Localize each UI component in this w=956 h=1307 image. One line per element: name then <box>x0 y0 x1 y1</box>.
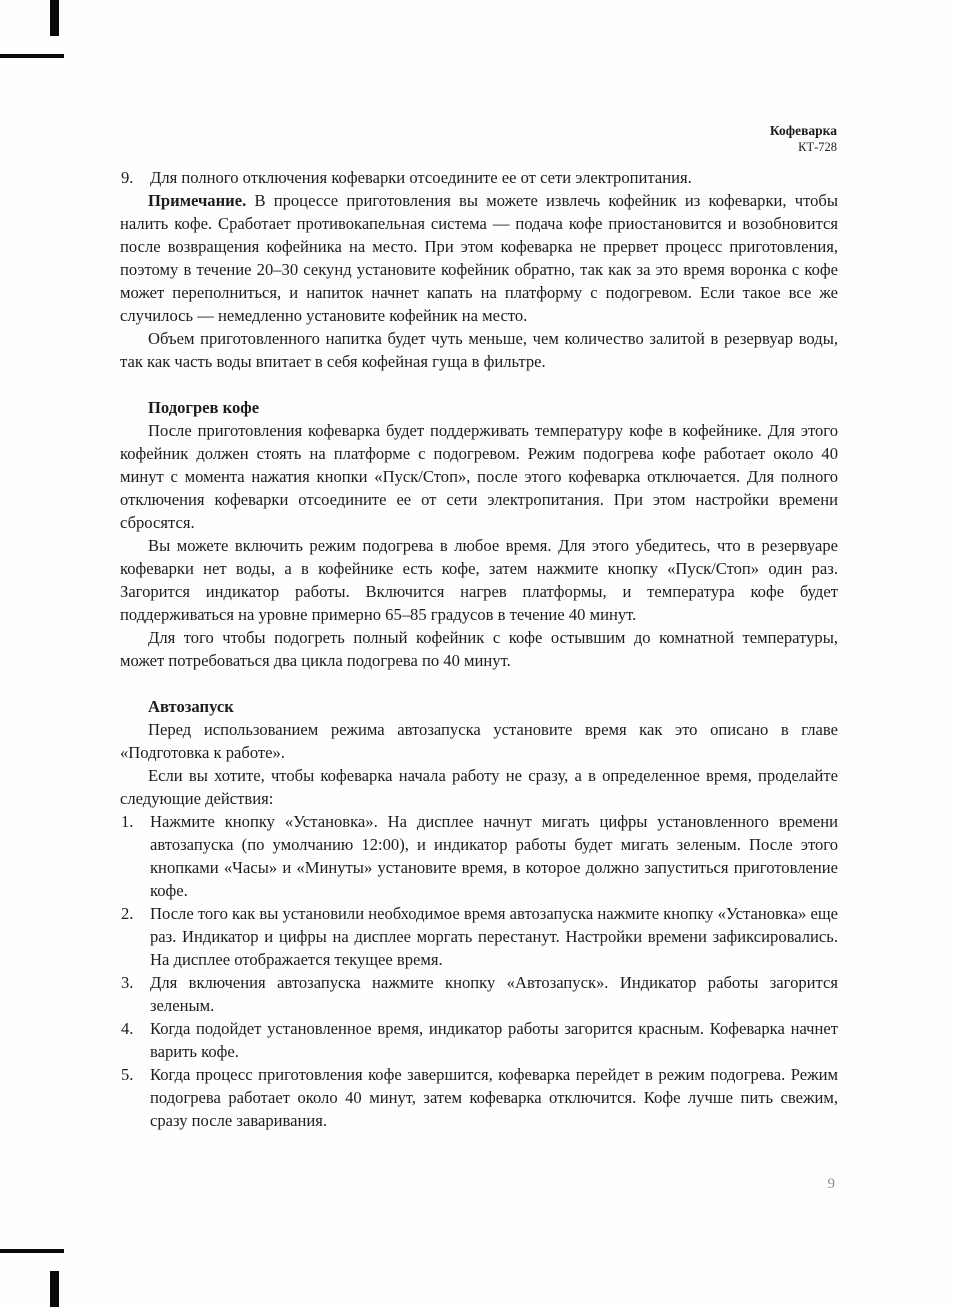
autostart-step-2 <box>120 902 838 971</box>
autostart-step-4 <box>120 1017 838 1063</box>
crop-mark-bottom-vertical <box>50 1271 59 1307</box>
autostart-paragraph-2: Если вы хотите, чтобы кофеварка начала работу не сразу, а в определенное время, проделайте следующие действия: <box>120 766 838 808</box>
note-label: Примечание. <box>148 191 247 210</box>
step-2-number: 2. <box>121 904 134 923</box>
crop-mark-top-vertical <box>50 0 59 36</box>
warming-paragraph-2: Вы можете включить режим подогрева в любое время. Для этого убедитесь, что в резервуаре кофеварки нет воды, а в кофейнике есть кофе, затем нажмите кнопку «Пуск/Стоп» один раз. Загорится индикатор работы. Включится нагрев платформы, и температура кофе будет поддерживаться на уровне примерно 65–85 градусов в течение 40 минут. <box>120 536 838 624</box>
page-content <box>120 166 838 1132</box>
numbered-item-9 <box>120 166 838 189</box>
model-number: КТ-728 <box>798 139 837 154</box>
step-4-text: Когда подойдет установленное время, индикатор работы загорится красным. Кофеварка начнет варить кофе. <box>150 1019 838 1061</box>
step-3-text: Для включения автозапуска нажмите кнопку «Автозапуск». Индикатор работы загорится зеленым. <box>150 973 838 1015</box>
document-header <box>770 123 837 156</box>
step-1-number: 1. <box>121 812 134 831</box>
autostart-step-1 <box>120 810 838 902</box>
autostart-step-5 <box>120 1063 838 1132</box>
volume-paragraph: Объем приготовленного напитка будет чуть меньше, чем количество залитой в резервуар воды, так как часть воды впитает в себя кофейная гуща в фильтре. <box>120 329 838 371</box>
section-heading-autostart: Автозапуск <box>148 697 234 716</box>
crop-mark-bottom-horizontal <box>0 1249 64 1253</box>
item-9-number: 9. <box>121 168 134 187</box>
step-1-text: Нажмите кнопку «Установка». На дисплее начнут мигать цифры установленного времени автозапуска (по умолчанию 12:00), и индикатор работы будет мигать зеленым. После этого кнопками «Часы» и «Минуты» установите время, в которое должно запуститься приготовление кофе. <box>150 812 838 900</box>
note-text: В процессе приготовления вы можете извлечь кофейник из кофеварки, чтобы налить кофе. Сработает противокапельная система — подача кофе приостановится и возобновится после возвращения кофейника на место. При этом кофеварка не прервет процесс приготовления, поэтому в течение 20–30 секунд установите кофейник обратно, так как за это время воронка с кофе может переполниться, и напиток начнет капать на платформу с подогревом. Если такое все же случилось — немедленно установите кофейник на место. <box>120 191 838 325</box>
warming-paragraph-3: Для того чтобы подогреть полный кофейник с кофе остывшим до комнатной температуры, может потребоваться два цикла подогрева по 40 минут. <box>120 628 838 670</box>
step-2-text: После того как вы установили необходимое время автозапуска нажмите кнопку «Установка» еще раз. Индикатор и цифры на дисплее моргать перестанут. Настройки времени зафиксировались. На дисплее отображается текущее время. <box>150 904 838 969</box>
note-paragraph <box>120 189 838 327</box>
step-5-number: 5. <box>121 1065 134 1084</box>
page-number: 9 <box>827 1176 835 1192</box>
product-name: Кофеварка <box>769 123 837 138</box>
step-3-number: 3. <box>121 973 134 992</box>
autostart-paragraph-1: Перед использованием режима автозапуска установите время как это описано в главе «Подготовка к работе». <box>120 720 838 762</box>
step-5-text: Когда процесс приготовления кофе завершится, кофеварка перейдет в режим подогрева. Режим подогрева работает около 40 минут, затем кофеварка отключится. Кофе лучше пить свежим, сразу после заваривания. <box>150 1065 838 1130</box>
step-4-number: 4. <box>121 1019 134 1038</box>
section-heading-warming: Подогрев кофе <box>148 398 260 417</box>
warming-paragraph-1: После приготовления кофеварка будет поддерживать температуру кофе в кофейнике. Для этого кофейник должен стоять на платформе с подогревом. Режим подогрева кофе работает около 40 минут с момента нажатия кнопки «Пуск/Стоп», после этого кофеварка отключается. Для полного отключения кофеварки отсоедините ее от сети электропитания. При этом настройки времени сбросятся. <box>120 421 838 532</box>
crop-mark-top-horizontal <box>0 54 64 58</box>
item-9-text: Для полного отключения кофеварки отсоедините ее от сети электропитания. <box>150 168 692 187</box>
autostart-step-3 <box>120 971 838 1017</box>
